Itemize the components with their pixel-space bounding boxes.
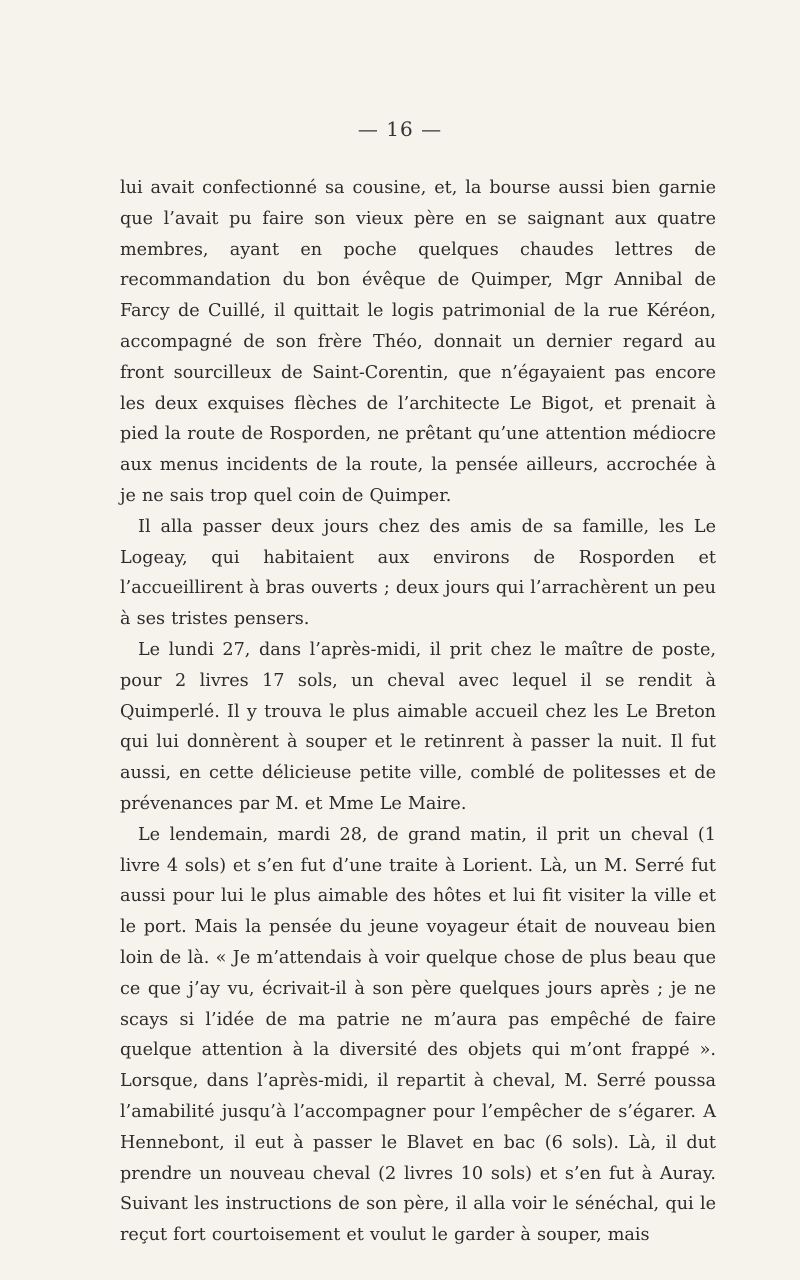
paragraph-3: Le lundi 27, dans l’après-midi, il prit chez le maître de poste, pour 2 livres 17 sols, un cheval avec lequel il se rendit à Quimperlé. Il y trouva le plus aimable accueil chez les Le Breton qui lui donnèrent à souper et le retinrent à passer la nuit. Il fut aussi, en cette délicieuse petite ville, comblé de politesses et de prévenances par M. et Mme Le Maire.: [120, 639, 716, 814]
body-text: [120, 173, 716, 1251]
page-number: — 16 —: [357, 117, 443, 141]
paragraph-1: lui avait confectionné sa cousine, et, la bourse aussi bien garnie que l’avait pu faire son vieux père en se saignant aux quatre membres, ayant en poche quelques chaudes lettres de recommandation du bon évêque de Quimper, Mgr Annibal de Farcy de Cuillé, il quittait le logis patrimonial de la rue Kéréon, accompagné de son frère Théo, donnait un dernier regard au front sourcilleux de Saint-Corentin, que n’égayaient pas encore les deux exquises flèches de l’architecte Le Bigot, et prenait à pied la route de Rosporden, ne prêtant qu’une attention médiocre aux menus incidents de la route, la pensée ailleurs, accrochée à je ne sais trop quel coin de Quimper.: [120, 178, 716, 506]
paragraph-2: Il alla passer deux jours chez des amis de sa famille, les Le Logeay, qui habitaient aux environs de Rosporden et l’accueillirent à bras ouverts ; deux jours qui l’arrachèrent un peu à ses tristes pensers.: [120, 516, 716, 630]
paragraph-4: Le lendemain, mardi 28, de grand matin, il prit un cheval (1 livre 4 sols) et s’en fut d’une traite à Lorient. Là, un M. Serré fut aussi pour lui le plus aimable des hôtes et lui fit visiter la ville et le port. Mais la pensée du jeune voyageur était de nouveau bien loin de là. « Je m’attendais à voir quelque chose de plus beau que ce que j’ay vu, écrivait-il à son père quelques jours après ; je ne scays si l’idée de ma patrie ne m’aura pas empêché de faire quelque attention à la diversité des objets qui m’ont frappé ». Lorsque, dans l’après-midi, il repartit à cheval, M. Serré poussa l’amabilité jusqu’à l’accompagner pour l’empêcher de s’égarer. A Hennebont, il eut à passer le Blavet en bac (6 sols). Là, il dut prendre un nouveau cheval (2 livres 10 sols) et s’en fut à Auray. Suivant les instructions de son père, il alla voir le sénéchal, qui le reçut fort courtoisement et voulut le garder à souper, mais: [120, 824, 716, 1246]
